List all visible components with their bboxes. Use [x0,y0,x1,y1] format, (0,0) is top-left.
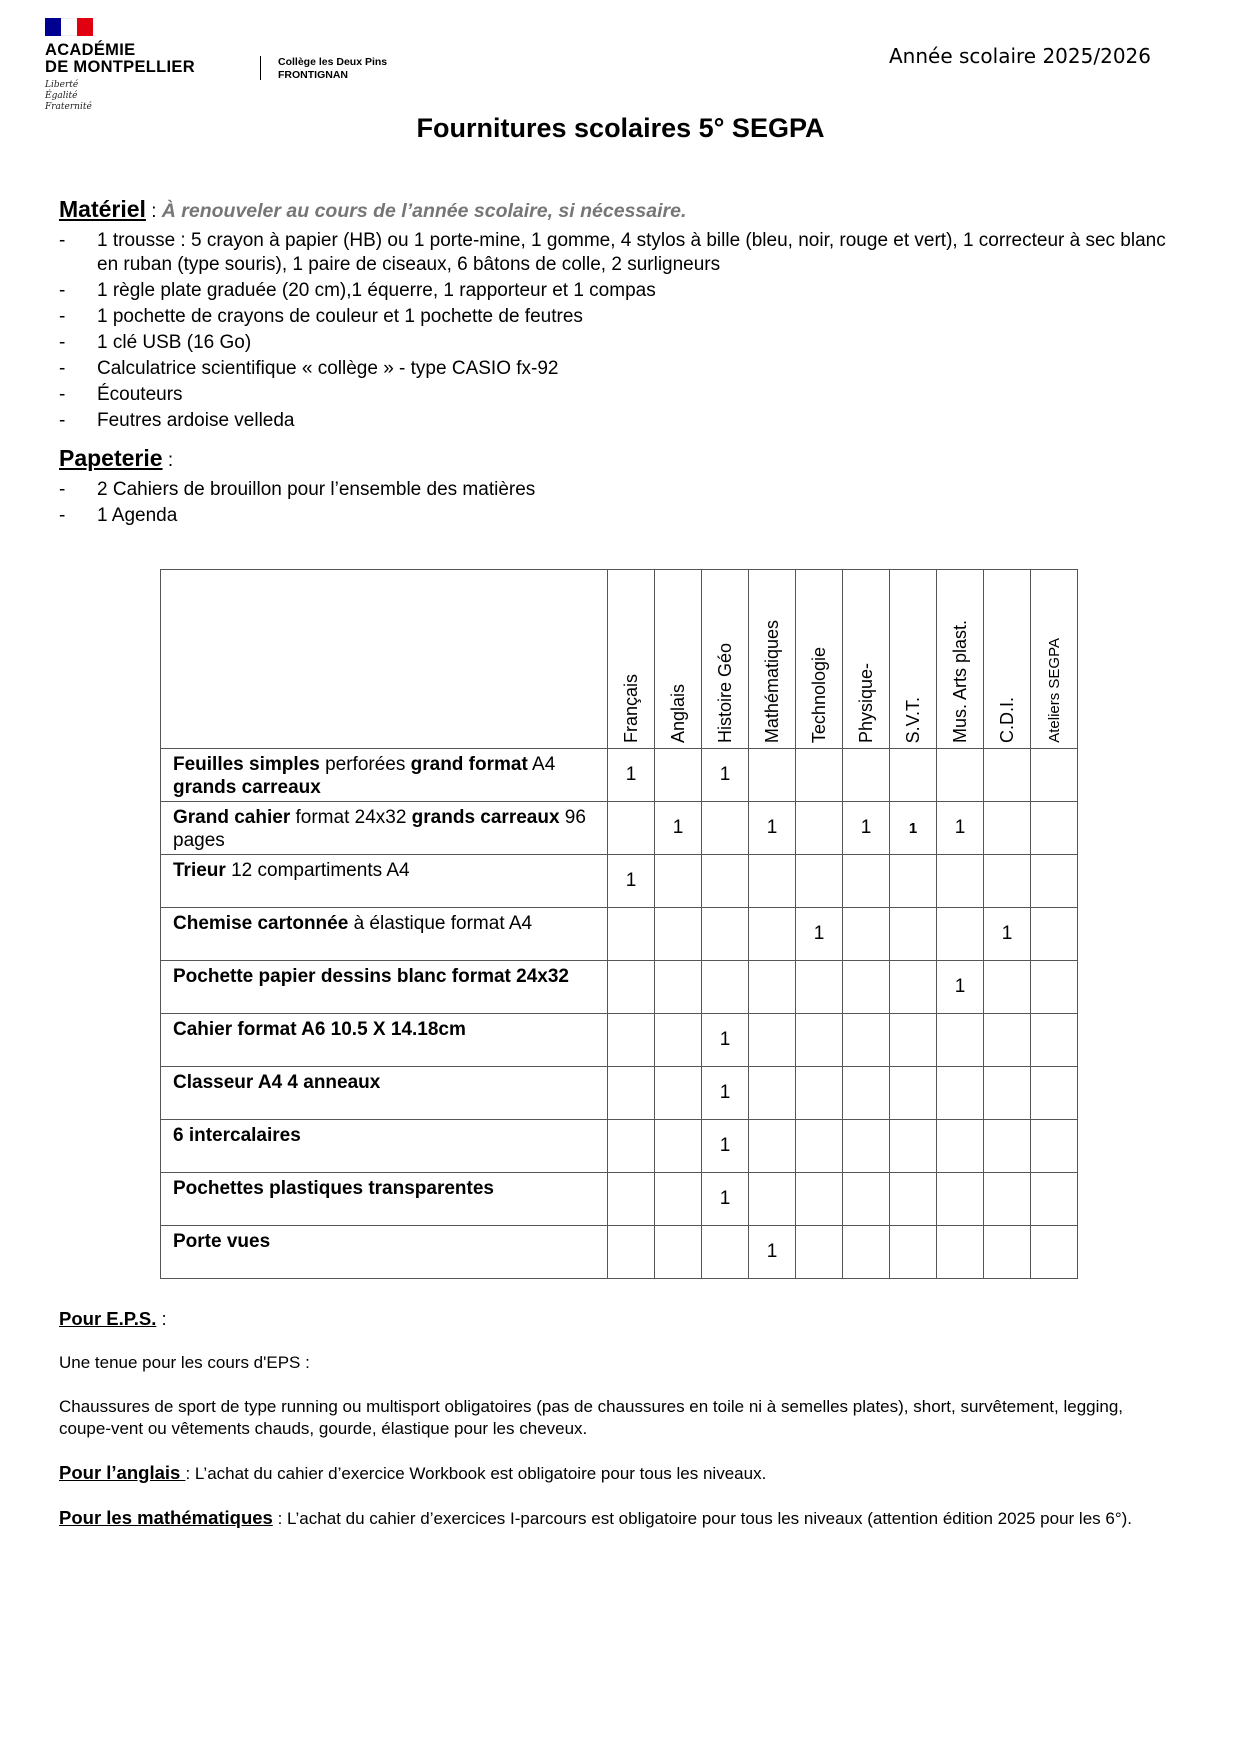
list-item: - 1 pochette de crayons de couleur et 1 pochette de feutres [59,305,1179,329]
quantity-cell [796,961,843,1014]
item-label-part: Trieur [173,860,226,881]
quantity-cell: 1 [702,1067,749,1120]
quantity-cell [608,1120,655,1173]
table-row [161,855,1078,908]
quantity-cell [984,855,1031,908]
quantity-cell [890,1067,937,1120]
item-label-part: A4 [527,754,556,775]
subject-header [984,570,1031,749]
extra-requirements [59,1308,1179,1552]
subject-svt: S.V.T. [902,696,923,743]
papeterie-heading-line [59,445,1179,472]
quantity-cell [655,855,702,908]
quantity-cell [890,1173,937,1226]
quantity-cell [655,1173,702,1226]
college-town: FRONTIGNAN [278,69,348,81]
eps-heading-line [59,1308,1179,1330]
item-label [161,749,608,802]
quantity-cell: 1 [702,1173,749,1226]
item-label [161,1173,608,1226]
item-label [161,802,608,855]
item-label [161,1120,608,1173]
quantity-cell [1031,1226,1078,1279]
quantity-cell: 1 [608,855,655,908]
list-item: - 1 clé USB (16 Go) [59,331,1179,355]
supplies-lists [59,196,1179,530]
subject-mathematiques: Mathématiques [761,619,782,743]
item-label-part: Classeur A4 4 anneaux [173,1072,381,1093]
quantity-cell [749,1067,796,1120]
papeterie-heading: Papeterie [59,445,163,471]
materiel-heading-line [59,196,1179,223]
quantity-cell [937,1173,984,1226]
quantity-cell [890,1226,937,1279]
quantity-cell [937,749,984,802]
item-label-part: Cahier format A6 10.5 X 14.18cm [173,1019,466,1040]
papeterie-list [59,478,1179,528]
table-row [161,908,1078,961]
subject-header [890,570,937,749]
anglais-heading: Pour l’anglais [59,1462,186,1483]
quantity-cell [890,1014,937,1067]
quantity-cell [984,1014,1031,1067]
quantity-cell [655,908,702,961]
quantity-cell [1031,855,1078,908]
subject-mus-arts-plast: Mus. Arts plast. [949,619,970,743]
motto-egalite: Égalité [45,91,78,101]
item-label-part: 12 compartiments A4 [225,860,410,881]
materiel-list [59,229,1179,433]
eps-intro: Une tenue pour les cours d'EPS : [59,1353,310,1372]
eps-separator: : [156,1308,167,1329]
item-label-part: Pochettes plastiques transparentes [173,1178,494,1199]
quantity-cell [937,1014,984,1067]
table-row [161,749,1078,802]
quantity-cell: 1 [608,749,655,802]
item-label-part: Feuilles simples [173,754,320,775]
quantity-cell [843,855,890,908]
quantity-cell [655,749,702,802]
list-item: - 1 Agenda [59,504,1179,528]
quantity-cell [608,908,655,961]
quantity-cell [1031,749,1078,802]
item-label-part: format 24x32 [290,807,412,828]
quantity-cell [843,1014,890,1067]
subject-header [937,570,984,749]
quantity-cell: 1 [843,802,890,855]
quantity-cell [984,1173,1031,1226]
item-label-part: à élastique format A4 [348,913,533,934]
item-label [161,961,608,1014]
list-item: - 2 Cahiers de brouillon pour l’ensemble des matières [59,478,1179,502]
quantity-cell [749,855,796,908]
list-item: - Calculatrice scientifique « collège » - type CASIO fx-92 [59,357,1179,381]
quantity-cell: 1 [749,802,796,855]
quantity-cell [1031,908,1078,961]
item-label [161,1014,608,1067]
quantity-cell [608,961,655,1014]
item-label [161,908,608,961]
quantity-cell [749,1173,796,1226]
school-year: Année scolaire 2025/2026 [888,44,1151,68]
quantity-cell: 1 [702,1120,749,1173]
quantity-cell [796,1226,843,1279]
quantity-cell [749,1014,796,1067]
subject-header [843,570,890,749]
item-label [161,1226,608,1279]
quantity-cell [984,1226,1031,1279]
quantity-cell [608,1226,655,1279]
subject-header [796,570,843,749]
papeterie-separator: : [162,450,174,471]
quantity-cell [608,1173,655,1226]
maths-text: : L’achat du cahier d’exercices I-parcours est obligatoire pour tous les niveaux (attention édition 2025 pour les 6°). [272,1509,1133,1528]
quantity-cell: 1 [937,961,984,1014]
quantity-cell [890,855,937,908]
quantity-cell [984,749,1031,802]
eps-details: Chaussures de sport de type running ou multisport obligatoires (pas de chaussures en toile ni à semelles plates), short, survêtement, legging, coupe-vent ou vêtements chauds, gourde, élastique pour les cheveux. [59,1397,1124,1438]
item-label-part: Chemise cartonnée [173,913,349,934]
french-flag-icon [45,18,93,36]
subject-header [1031,570,1078,749]
quantity-cell [796,1014,843,1067]
table-header-row [161,570,1078,749]
quantity-cell [890,908,937,961]
quantity-cell [937,1226,984,1279]
quantity-cell [608,1067,655,1120]
subject-physique: Physique- [855,662,876,743]
table-row [161,1067,1078,1120]
quantity-cell [843,908,890,961]
quantity-cell [937,908,984,961]
quantity-cell [655,1067,702,1120]
quantity-cell [984,802,1031,855]
subject-histoire-geo: Histoire Géo [714,642,735,743]
quantity-cell [655,1014,702,1067]
list-item: - Écouteurs [59,383,1179,407]
quantity-cell [1031,961,1078,1014]
quantity-cell [890,749,937,802]
quantity-cell [984,1067,1031,1120]
quantity-cell [655,1226,702,1279]
quantity-cell [702,908,749,961]
anglais-text: : L’achat du cahier d’exercice Workbook est obligatoire pour tous les niveaux. [185,1464,767,1483]
maths-line [59,1507,1179,1530]
list-item: - 1 règle plate graduée (20 cm),1 équerre, 1 rapporteur et 1 compas [59,279,1179,303]
quantity-cell [843,1120,890,1173]
list-item: - Feutres ardoise velleda [59,409,1179,433]
quantity-cell [843,749,890,802]
item-label-part: grands carreaux [173,777,321,798]
quantity-cell: 1 [655,802,702,855]
quantity-cell [890,961,937,1014]
subject-header [608,570,655,749]
supplies-table [160,569,1078,1279]
quantity-cell [1031,1173,1078,1226]
item-label [161,1067,608,1120]
subject-technologie: Technologie [808,646,829,743]
subject-header [655,570,702,749]
quantity-cell: 1 [702,749,749,802]
quantity-cell: 1 [984,908,1031,961]
logo-line-1: ACADÉMIE [45,41,136,59]
subject-ateliers-segpa: Ateliers SEGPA [1045,638,1063,743]
table-row [161,961,1078,1014]
quantity-cell [984,961,1031,1014]
quantity-cell [702,1226,749,1279]
quantity-cell: 1 [749,1226,796,1279]
motto-liberte: Liberté [45,80,79,90]
quantity-cell: 1 [890,802,937,855]
item-label [161,855,608,908]
quantity-cell [608,802,655,855]
quantity-cell [702,802,749,855]
quantity-cell: 1 [937,802,984,855]
subject-header [702,570,749,749]
quantity-cell [796,802,843,855]
item-label-part: 6 intercalaires [173,1125,301,1146]
quantity-cell [843,961,890,1014]
quantity-cell [749,908,796,961]
table-row [161,1226,1078,1279]
table-row [161,1014,1078,1067]
quantity-cell [749,1120,796,1173]
item-label-part: grands carreaux [411,807,560,828]
item-label-part: perforées [319,754,411,775]
quantity-cell [843,1173,890,1226]
quantity-cell [608,1014,655,1067]
quantity-cell [937,1120,984,1173]
item-label-part: grand format [410,754,528,775]
maths-heading: Pour les mathématiques [59,1507,273,1528]
materiel-note: À renouveler au cours de l’année scolaire, si nécessaire. [161,200,687,222]
quantity-cell [843,1067,890,1120]
materiel-separator: : [145,201,162,222]
item-label-part: Porte vues [173,1231,271,1252]
item-label-part: Grand cahier [173,807,291,828]
subject-header [749,570,796,749]
logo-line-2: DE MONTPELLIER [45,58,195,76]
quantity-cell: 1 [702,1014,749,1067]
academie-logo [45,18,245,113]
quantity-cell [749,961,796,1014]
quantity-cell [796,1173,843,1226]
quantity-cell [1031,1120,1078,1173]
quantity-cell [796,749,843,802]
subject-francais: Français [620,673,641,743]
quantity-cell [749,749,796,802]
quantity-cell [937,855,984,908]
subject-cdi: C.D.I. [996,696,1017,743]
materiel-heading: Matériel [59,196,146,222]
motto-fraternite: Fraternité [45,102,92,112]
header-divider [260,56,261,80]
quantity-cell [1031,802,1078,855]
page-title: Fournitures scolaires 5° SEGPA [416,113,825,143]
quantity-cell [843,1226,890,1279]
table-row [161,802,1078,855]
quantity-cell [1031,1067,1078,1120]
eps-heading: Pour E.P.S. [59,1308,157,1329]
quantity-cell [984,1120,1031,1173]
college-block [278,56,387,82]
quantity-cell: 1 [796,908,843,961]
quantity-cell [655,961,702,1014]
quantity-cell [796,1120,843,1173]
anglais-line [59,1462,1179,1485]
quantity-cell [655,1120,702,1173]
college-name: Collège les Deux Pins [278,56,388,68]
list-item: - 1 trousse : 5 crayon à papier (HB) ou 1 porte-mine, 1 gomme, 4 stylos à bille (bleu, noir, rouge et vert), 1 correcteur à sec blanc en ruban (type souris), 1 paire de ciseaux, 6 bâtons de colle, 2 surligneurs [59,229,1179,277]
quantity-cell [937,1067,984,1120]
quantity-cell [890,1120,937,1173]
quantity-cell [702,961,749,1014]
quantity-cell [796,1067,843,1120]
table-row [161,1173,1078,1226]
table-row [161,1120,1078,1173]
republic-motto [45,80,245,113]
table-corner [161,570,608,749]
item-label-part: 96 pages [173,807,586,851]
subject-anglais: Anglais [667,683,688,743]
quantity-cell [1031,1014,1078,1067]
quantity-cell [702,855,749,908]
quantity-cell [796,855,843,908]
item-label-part: Pochette papier dessins blanc format 24x32 [173,966,569,987]
